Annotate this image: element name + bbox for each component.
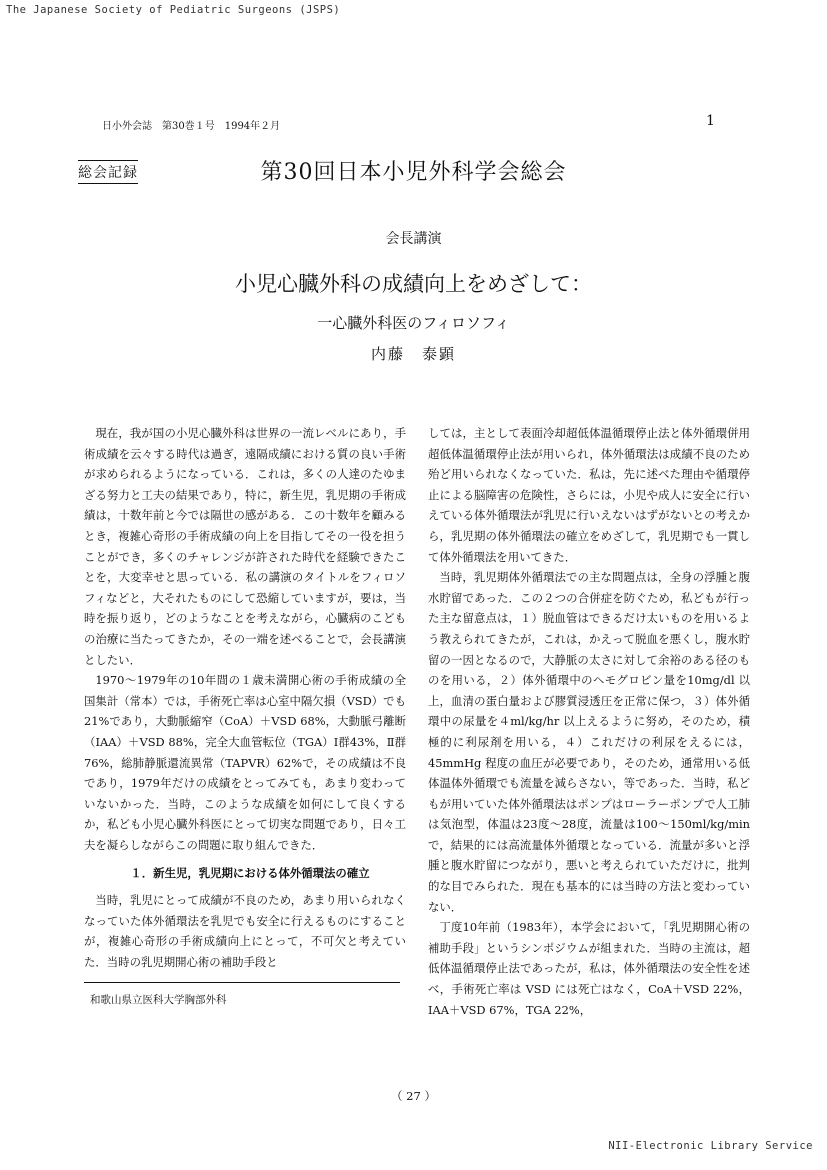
body-paragraph: しては，主として表面冷却超低体温循環停止法と体外循環併用超低体温循環停止法が用いられ，体外循環法は成績不良のため殆ど用いられなくなっていた．私は，先に述べた理由や循環停止による脳障害の危険性，さらには，小児や成人に安全に行いえている体外循環法が乳児に行いえないはずがないとの考えから，乳児期の体外循環法の確立をめざして，乳児期でも一貫して体外循環法を用いてきた． (428, 426, 750, 564)
left-column (84, 423, 406, 972)
body-paragraph: 当時，乳児にとって成績が不良のため，あまり用いられなくなっていた体外循環法を乳児でも安全に行えるものにすることが，複雑心奇形の手術成績向上にとって，不可欠と考えていた．当時の乳児期開心術の補助手段と (84, 893, 406, 969)
affiliation: 和歌山県立医科大学胸部外科 (90, 994, 227, 1006)
body-paragraph: 当時，乳児期体外循環法での主な問題点は，全身の浮腫と腹水貯留であった．この２つの合併症を防ぐため，私どもが行った主な留意点は，１）脱血管はできるだけ太いものを用いるよう教えられてきたが，これは，かえって脱血を悪くし，腹水貯留の一因となるので，大静脈の太さに対して余裕のある径のものを用いる，２）体外循環中のヘモグロビン量を10mg/dl 以上，血清の蛋白量および膠質浸透圧を正常に保つ，３）体外循環中の尿量を４ml/kg/hr 以上えるように努め，そのため，積極的に利尿剤を用いる，４）これだけの利尿をえるには，45mmHg 程度の血圧が必要であり，そのため，通常用いる低体温体外循環でも流量を減らさない，等であった．当時，私どもが用いていた体外循環法はポンプはローラーポンプで人工肺は気泡型，体温は23度～28度，流量は100～150ml/kg/min で，結果的には高流量体外循環となっている．流量が多いと浮腫と腹水貯留につながり，悪いと考えられていただけに，批判的な目でみられた．現在も基本的には当時の方法と変わっていない． (428, 570, 750, 914)
main-title: 第30回日本小児外科学会総会 (260, 160, 567, 185)
body-paragraph: 現在，我が国の小児心臓外科は世界の一流レベルにあり，手術成績を云々する時代は過ぎ，遠隔成績における質の良い手術が求められるようになっている．これは，多くの人達のたゆまざる努力と工夫の結果であり，特に，新生児，乳児期の手術成績は，十数年前と今では隔世の感がある．この十数年を顧みるとき，複雑心奇形の手術成績の向上を目指してその一役を担うことができ，多くのチャレンジが許された時代を経験できたことを，大変幸せと思っている．私の講演のタイトルをフィロソフィなどと，大それたものにして恐縮していますが，要は，当時を振り返り，どのようなことを考えながら，心臓病のこどもの治療に当たってきたか，その一端を述べることで，会長講演としたい． (84, 426, 406, 667)
footnote-rule (84, 982, 400, 983)
section-tag: 総会記録 (78, 160, 138, 184)
article-title: 小児心臓外科の成績向上をめざして： (235, 272, 592, 296)
footer-page-number: （ 27 ） (391, 1089, 436, 1103)
section-heading: １．新生児，乳児期における体外循環法の確立 (130, 866, 370, 881)
right-column (428, 423, 750, 1020)
watermark-top: The Japanese Society of Pediatric Surgeons (JSPS) (6, 4, 341, 16)
running-head: 日小外会誌 第30巻１号 1994年２月 (102, 121, 281, 132)
article-subtitle: 一心臓外科医のフィロソフィ (317, 314, 510, 332)
lecture-type: 会長講演 (385, 231, 442, 247)
author: 内藤 泰顕 (370, 345, 456, 363)
watermark-bottom: NII-Electronic Library Service (608, 1140, 813, 1152)
body-paragraph: 1970～1979年の10年間の１歳未満開心術の手術成績の全国集計（常本）では，手術死亡率は心室中隔欠損（VSD）でも21%であり，大動脈縮窄（CoA）＋VSD 68%，大動脈弓離断（IAA）＋VSD 88%，完全大血管転位（TGA）Ⅰ群43%，Ⅱ群76%，総肺静脈還流異常（TAPVR）62%で，その成績は不良であり，1979年だけの成績をとってみても，あまり変わっていないかった．当時，このような成績を如何にして良くするか，私ども小児心臓外科医にとって切実な問題であり，日々工夫を凝らしながらこの問題に取り組んできた． (84, 673, 406, 852)
body-paragraph: 丁度10年前（1983年），本学会において，「乳児期開心術の補助手段」というシンポジウムが組まれた．当時の主流は，超低体温循環停止法であったが，私は，体外循環法の安全性を述べ，手術死亡率は VSD には死亡はなく，CoA＋VSD 22%，IAA＋VSD 67%，TGA 22%， (428, 920, 750, 1017)
page-number: 1 (706, 113, 715, 129)
